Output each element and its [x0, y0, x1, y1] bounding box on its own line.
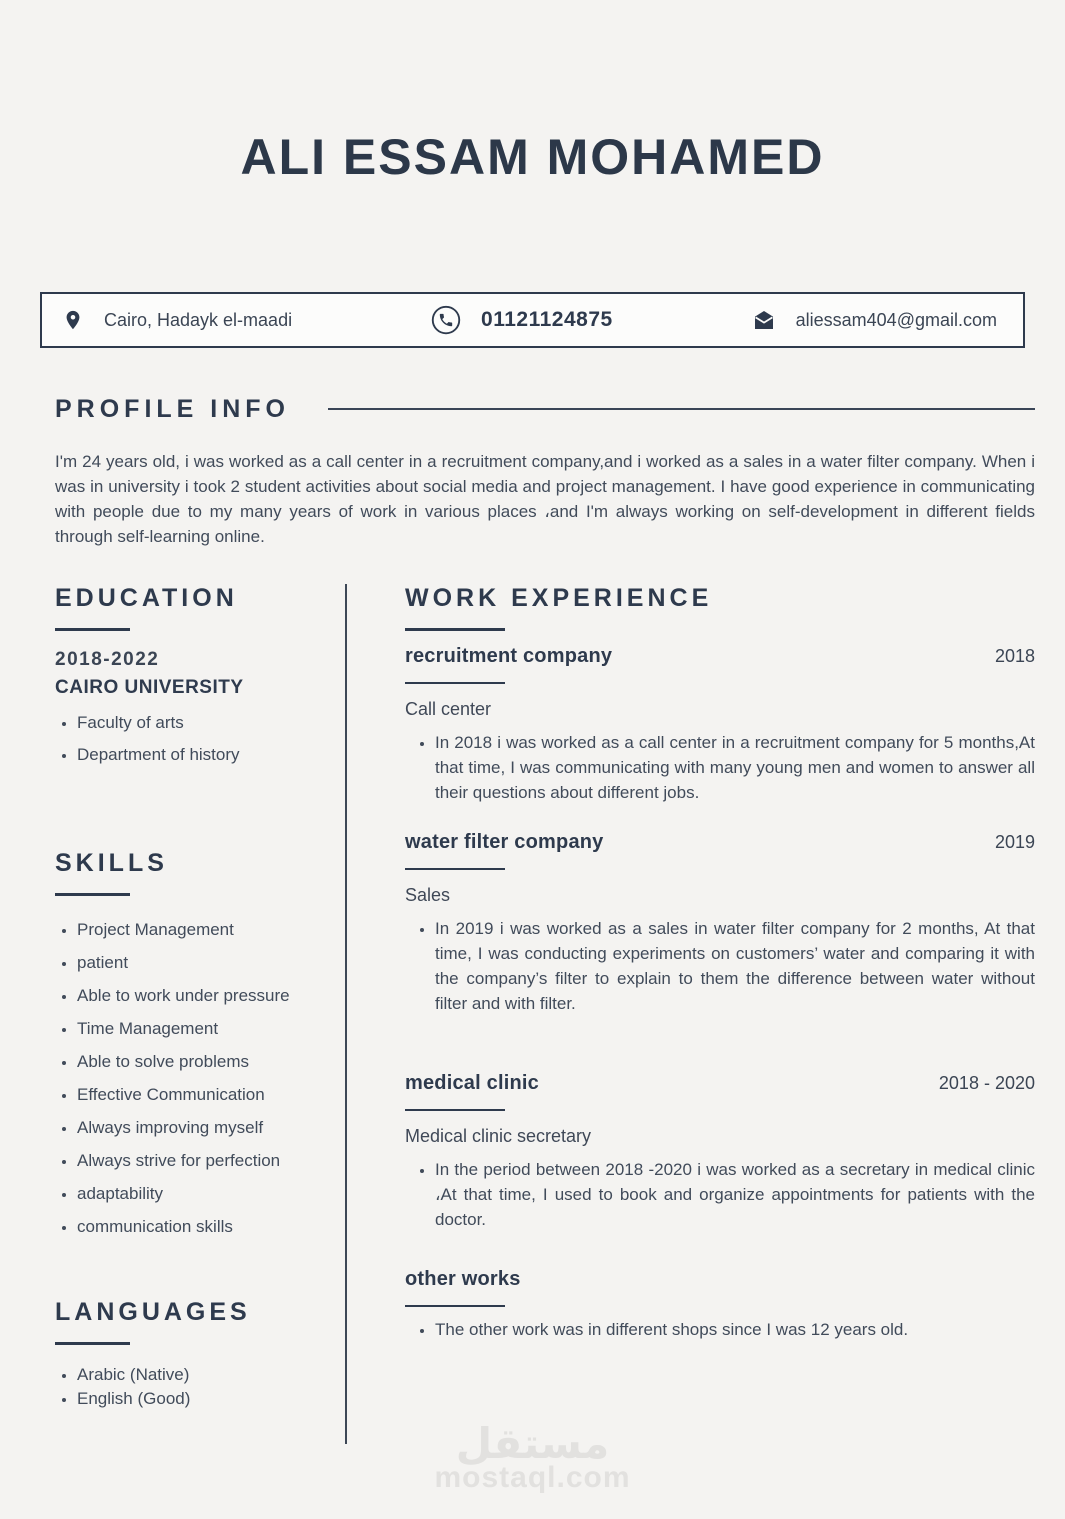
languages-list	[55, 1365, 345, 1408]
profile-section-header	[55, 395, 1035, 423]
skills-list	[55, 920, 345, 1236]
location-text: Cairo, Hadayk el-maadi	[104, 309, 293, 330]
job-bullet-list	[405, 730, 1035, 805]
contact-bar	[40, 292, 1025, 348]
other-works-heading: other works	[405, 1268, 521, 1290]
education-school: CAIRO UNIVERSITY	[55, 677, 244, 698]
job-header	[405, 831, 1035, 854]
left-column	[55, 584, 345, 1444]
two-column-layout	[0, 584, 1065, 1444]
other-works-bullet-list	[405, 1317, 1035, 1342]
languages-heading: LANGUAGES	[55, 1298, 251, 1326]
education-section	[55, 584, 345, 764]
list-item: • communication skills	[77, 1217, 345, 1236]
job-role: Sales	[405, 885, 451, 905]
location-pin-icon	[62, 309, 84, 331]
contact-email	[752, 308, 997, 332]
other-works-section	[405, 1268, 1035, 1342]
profile-summary: I'm 24 years old, i was worked as a call center in a recruitment company,and i worked as a sales in a water filter company. When i was in university i took 2 student activities about social media and project management. I have good experience in communicating with people due to my many years of work in various places ،and I'm always working on self-development in different fields through self-learning online.	[55, 452, 1035, 546]
job-underline	[405, 1109, 505, 1111]
list-item: • Effective Communication	[77, 1085, 345, 1104]
job-company: water filter company	[405, 831, 604, 853]
list-item: • In the period between 2018 -2020 i was worked as a secretary in medical clinic ،At that time, I used to book and organize appointments for patients with the doctor.	[435, 1157, 1035, 1232]
list-item: • In 2018 i was worked as a call center in a recruitment company for 5 months,At that time, I was communicating with many young men and women to answer all their questions about different jobs.	[435, 730, 1035, 805]
envelope-icon	[752, 308, 776, 332]
list-item: • Time Management	[77, 1019, 345, 1038]
work-experience-heading: WORK EXPERIENCE	[405, 584, 713, 612]
list-item: • Department of history	[77, 745, 345, 764]
mostaql-watermark	[0, 1419, 1065, 1494]
list-item: • Always strive for perfection	[77, 1151, 345, 1170]
job-header	[405, 1072, 1035, 1095]
job-header	[405, 645, 1035, 668]
job-company: recruitment company	[405, 645, 613, 667]
job-underline	[405, 682, 505, 684]
list-item: • Always improving myself	[77, 1118, 345, 1137]
list-item: • Arabic (Native)	[77, 1365, 345, 1384]
languages-section	[55, 1298, 345, 1408]
skills-section	[55, 849, 345, 1236]
profile-heading: PROFILE INFO	[55, 395, 290, 423]
education-heading: EDUCATION	[55, 584, 238, 612]
job-entry-water-filter-company	[405, 831, 1035, 1016]
education-heading-underline	[55, 628, 130, 631]
phone-icon	[431, 305, 461, 335]
list-item: • Project Management	[77, 920, 345, 939]
job-company: medical clinic	[405, 1072, 539, 1094]
list-item: • patient	[77, 953, 345, 972]
list-item: • The other work was in different shops since I was 12 years old.	[435, 1317, 1035, 1342]
job-entry-medical-clinic	[405, 1072, 1035, 1232]
watermark-arabic-text: مستقل	[455, 1419, 610, 1468]
candidate-name: ALI ESSAM MOHAMED	[240, 129, 825, 185]
languages-heading-underline	[55, 1342, 130, 1345]
list-item: • Faculty of arts	[77, 713, 345, 732]
list-item: • adaptability	[77, 1184, 345, 1203]
skills-heading: SKILLS	[55, 849, 168, 877]
job-bullet-list	[405, 1157, 1035, 1232]
list-item: • English (Good)	[77, 1389, 345, 1408]
skills-heading-underline	[55, 893, 130, 896]
list-item: • Able to solve problems	[77, 1052, 345, 1071]
work-heading-underline	[405, 628, 505, 631]
education-dates: 2018-2022	[55, 649, 160, 670]
job-entry-recruitment-company	[405, 645, 1035, 805]
job-header	[405, 1268, 1035, 1291]
profile-heading-rule	[328, 408, 1035, 410]
right-column	[347, 584, 1035, 1444]
contact-phone	[431, 305, 613, 335]
job-underline	[405, 868, 505, 870]
job-role: Call center	[405, 699, 492, 719]
watermark-latin-text: mostaql.com	[434, 1461, 631, 1494]
list-item: • Able to work under pressure	[77, 986, 345, 1005]
list-item: • In 2019 i was worked as a sales in water filter company for 2 months, At that time, I was conducting experiments on customers’ water and comparing it with the company’s filter to explain to them the difference between water without filter and with filter.	[435, 916, 1035, 1016]
phone-number: 01121124875	[481, 308, 613, 331]
education-bullet-list	[55, 713, 345, 764]
email-text: aliessam404@gmail.com	[795, 309, 997, 330]
job-bullet-list	[405, 916, 1035, 1016]
job-period: 2019	[994, 832, 1035, 852]
job-period: 2018	[994, 646, 1035, 666]
job-underline	[405, 1305, 505, 1307]
contact-location	[62, 309, 292, 331]
job-role: Medical clinic secretary	[405, 1126, 592, 1146]
job-period: 2018 - 2020	[938, 1073, 1035, 1093]
